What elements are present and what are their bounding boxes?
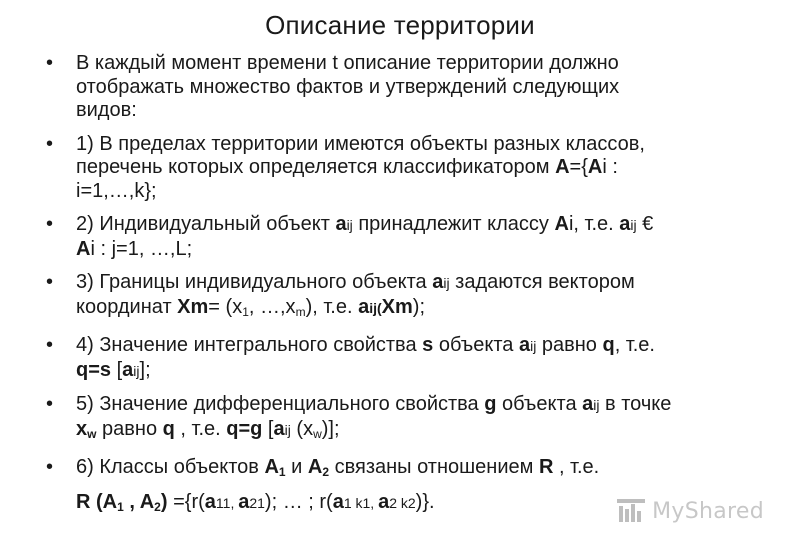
- bullet-marker: •: [46, 132, 54, 155]
- text-line: 4) Значение интегрального свойства s объекта aij равно q, т.е.: [76, 334, 655, 356]
- text-line: видов:: [76, 99, 137, 121]
- list-item: [46, 271, 746, 324]
- bullet-marker: •: [46, 456, 54, 478]
- text-line: перечень которых определяется классификатором A={Ai :: [76, 156, 618, 178]
- myshared-logo-icon: [616, 498, 646, 524]
- list-item: [46, 456, 746, 485]
- list-item: [46, 213, 746, 261]
- bullet-marker: •: [46, 271, 54, 293]
- watermark: [616, 498, 764, 524]
- text-line: Ai : j=1, …,L;: [76, 237, 193, 260]
- text-line: 3) Границы индивидуального объекта aij задаются вектором: [76, 271, 635, 293]
- bullet-marker: •: [46, 334, 54, 356]
- list-item: [46, 52, 746, 123]
- text-line: $x_w$ равно q , т.е. q=g [aij $(x_w)$];: [76, 417, 340, 441]
- bullet-marker: •: [46, 52, 54, 74]
- bullet-marker: •: [46, 393, 54, 415]
- bullet-marker: •: [46, 213, 54, 235]
- text-line: отображать множество фактов и утверждений следующих: [76, 75, 620, 98]
- bullet-list: [46, 52, 746, 529]
- text-line: В каждый момент времени t описание территории должно: [76, 52, 619, 74]
- text-line: 1) В пределах территории имеются объекты разных классов,: [76, 132, 645, 155]
- list-item: [46, 334, 746, 383]
- text-line: координат $Xm= (x_1$, $\dots,x_m$), т.е. aij(Xm);: [76, 295, 425, 319]
- text-line: i=1,…,k};: [76, 179, 157, 202]
- text-line: R ($A_1$ , $A_2) =\{r(a11$, a21); … ; r(a1 k1, a2 k2)}.: [76, 490, 435, 514]
- slide-title: Описание территории: [265, 10, 535, 40]
- text-line: 2) Индивидуальный объект aij принадлежит классу Ai, т.е. aij €: [76, 213, 654, 235]
- text-line: 5) Значение дифференциального свойства g объекта aij в точке: [76, 393, 672, 415]
- list-item: [46, 393, 746, 446]
- text-line: 6) Классы объектов $A_1$ и $A_2$ связаны отношением R , т.е.: [76, 456, 600, 479]
- watermark-text: MyShared: [652, 498, 764, 524]
- text-line: q=s [aij];: [76, 358, 151, 381]
- list-item: [46, 133, 746, 204]
